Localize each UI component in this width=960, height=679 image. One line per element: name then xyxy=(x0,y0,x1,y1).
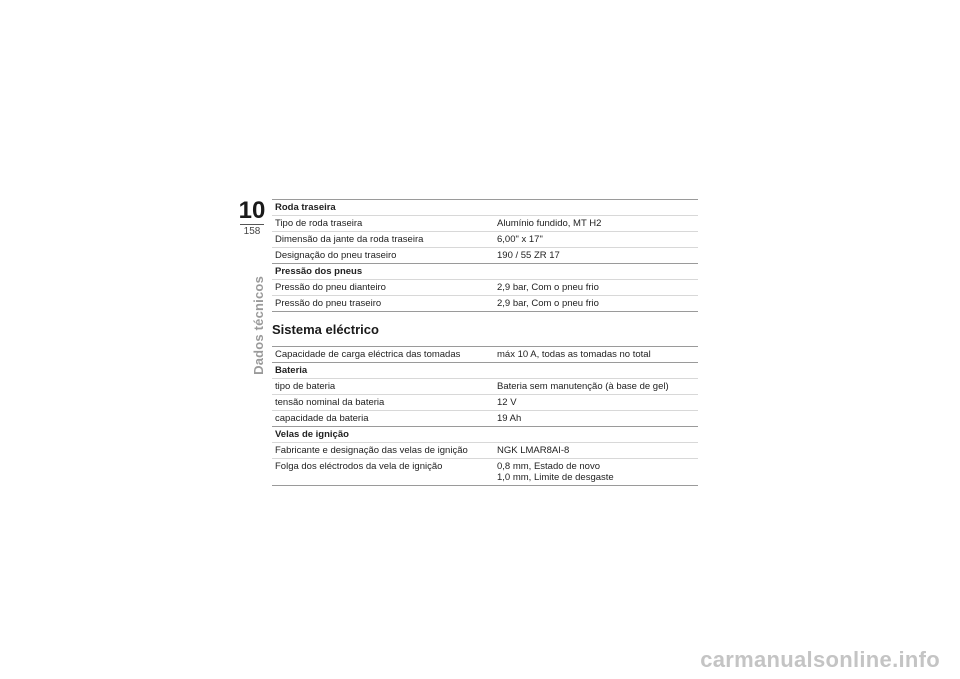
section-title: Sistema eléctrico xyxy=(272,322,379,337)
table-row xyxy=(272,411,698,427)
spec-key: Capacidade de carga eléctrica das tomadas xyxy=(275,349,461,360)
table-row xyxy=(272,379,698,395)
spec-value: Alumínio fundido, MT H2 xyxy=(497,218,602,229)
spec-value: 6,00" x 17" xyxy=(497,234,543,245)
spec-key: tipo de bateria xyxy=(275,381,336,392)
spec-value: Bateria sem manutenção (à base de gel) xyxy=(497,381,669,392)
group-title: Bateria xyxy=(272,363,698,379)
table-row xyxy=(272,248,698,263)
spec-value: máx 10 A, todas as tomadas no total xyxy=(497,349,651,360)
table-row xyxy=(272,347,698,363)
page-number: 158 xyxy=(243,226,261,237)
spec-value: 12 V xyxy=(497,397,517,408)
table-row xyxy=(272,443,698,459)
spec-key: capacidade da bateria xyxy=(275,413,369,424)
chapter-number: 10 xyxy=(238,197,266,224)
table-row xyxy=(272,459,698,485)
spec-table-electrical xyxy=(272,346,698,486)
spec-key: Designação do pneu traseiro xyxy=(275,250,397,261)
spec-key: Tipo de roda traseira xyxy=(275,218,363,229)
spec-value: 2,9 bar, Com o pneu frio xyxy=(497,298,599,309)
spec-value: 190 / 55 ZR 17 xyxy=(497,250,560,261)
spec-value: 0,8 mm, Estado de novo 1,0 mm, Limite de desgaste xyxy=(497,461,614,483)
table-row xyxy=(272,232,698,248)
table-row xyxy=(272,296,698,312)
group-title: Velas de ignição xyxy=(272,427,698,443)
spec-key: Folga dos eléctrodos da vela de ignição xyxy=(275,461,443,472)
spec-key: Dimensão da jante da roda traseira xyxy=(275,234,424,245)
spec-value: NGK LMAR8AI-8 xyxy=(497,445,570,456)
spec-value: 2,9 bar, Com o pneu frio xyxy=(497,282,599,293)
watermark-text: carmanualsonline.info xyxy=(700,647,940,672)
group-bateria xyxy=(272,363,698,427)
group-roda-traseira xyxy=(272,200,698,263)
spec-key: tensão nominal da bateria xyxy=(275,397,385,408)
spec-value: 19 Ah xyxy=(497,413,522,424)
chapter-side-title: Dados técnicos xyxy=(251,276,266,375)
spec-key: Pressão do pneu traseiro xyxy=(275,298,382,309)
table-row xyxy=(272,216,698,232)
group-title: Roda traseira xyxy=(272,200,698,216)
spec-key: Pressão do pneu dianteiro xyxy=(275,282,386,293)
group-velas-ignicao xyxy=(272,427,698,485)
spec-content xyxy=(272,199,698,486)
spec-table-top xyxy=(272,199,698,312)
group-pressao-pneus xyxy=(272,263,698,312)
chapter-divider xyxy=(240,224,264,225)
spec-key: Fabricante e designação das velas de ignição xyxy=(275,445,468,456)
table-row xyxy=(272,280,698,296)
group-title: Pressão dos pneus xyxy=(272,264,698,280)
table-row xyxy=(272,395,698,411)
